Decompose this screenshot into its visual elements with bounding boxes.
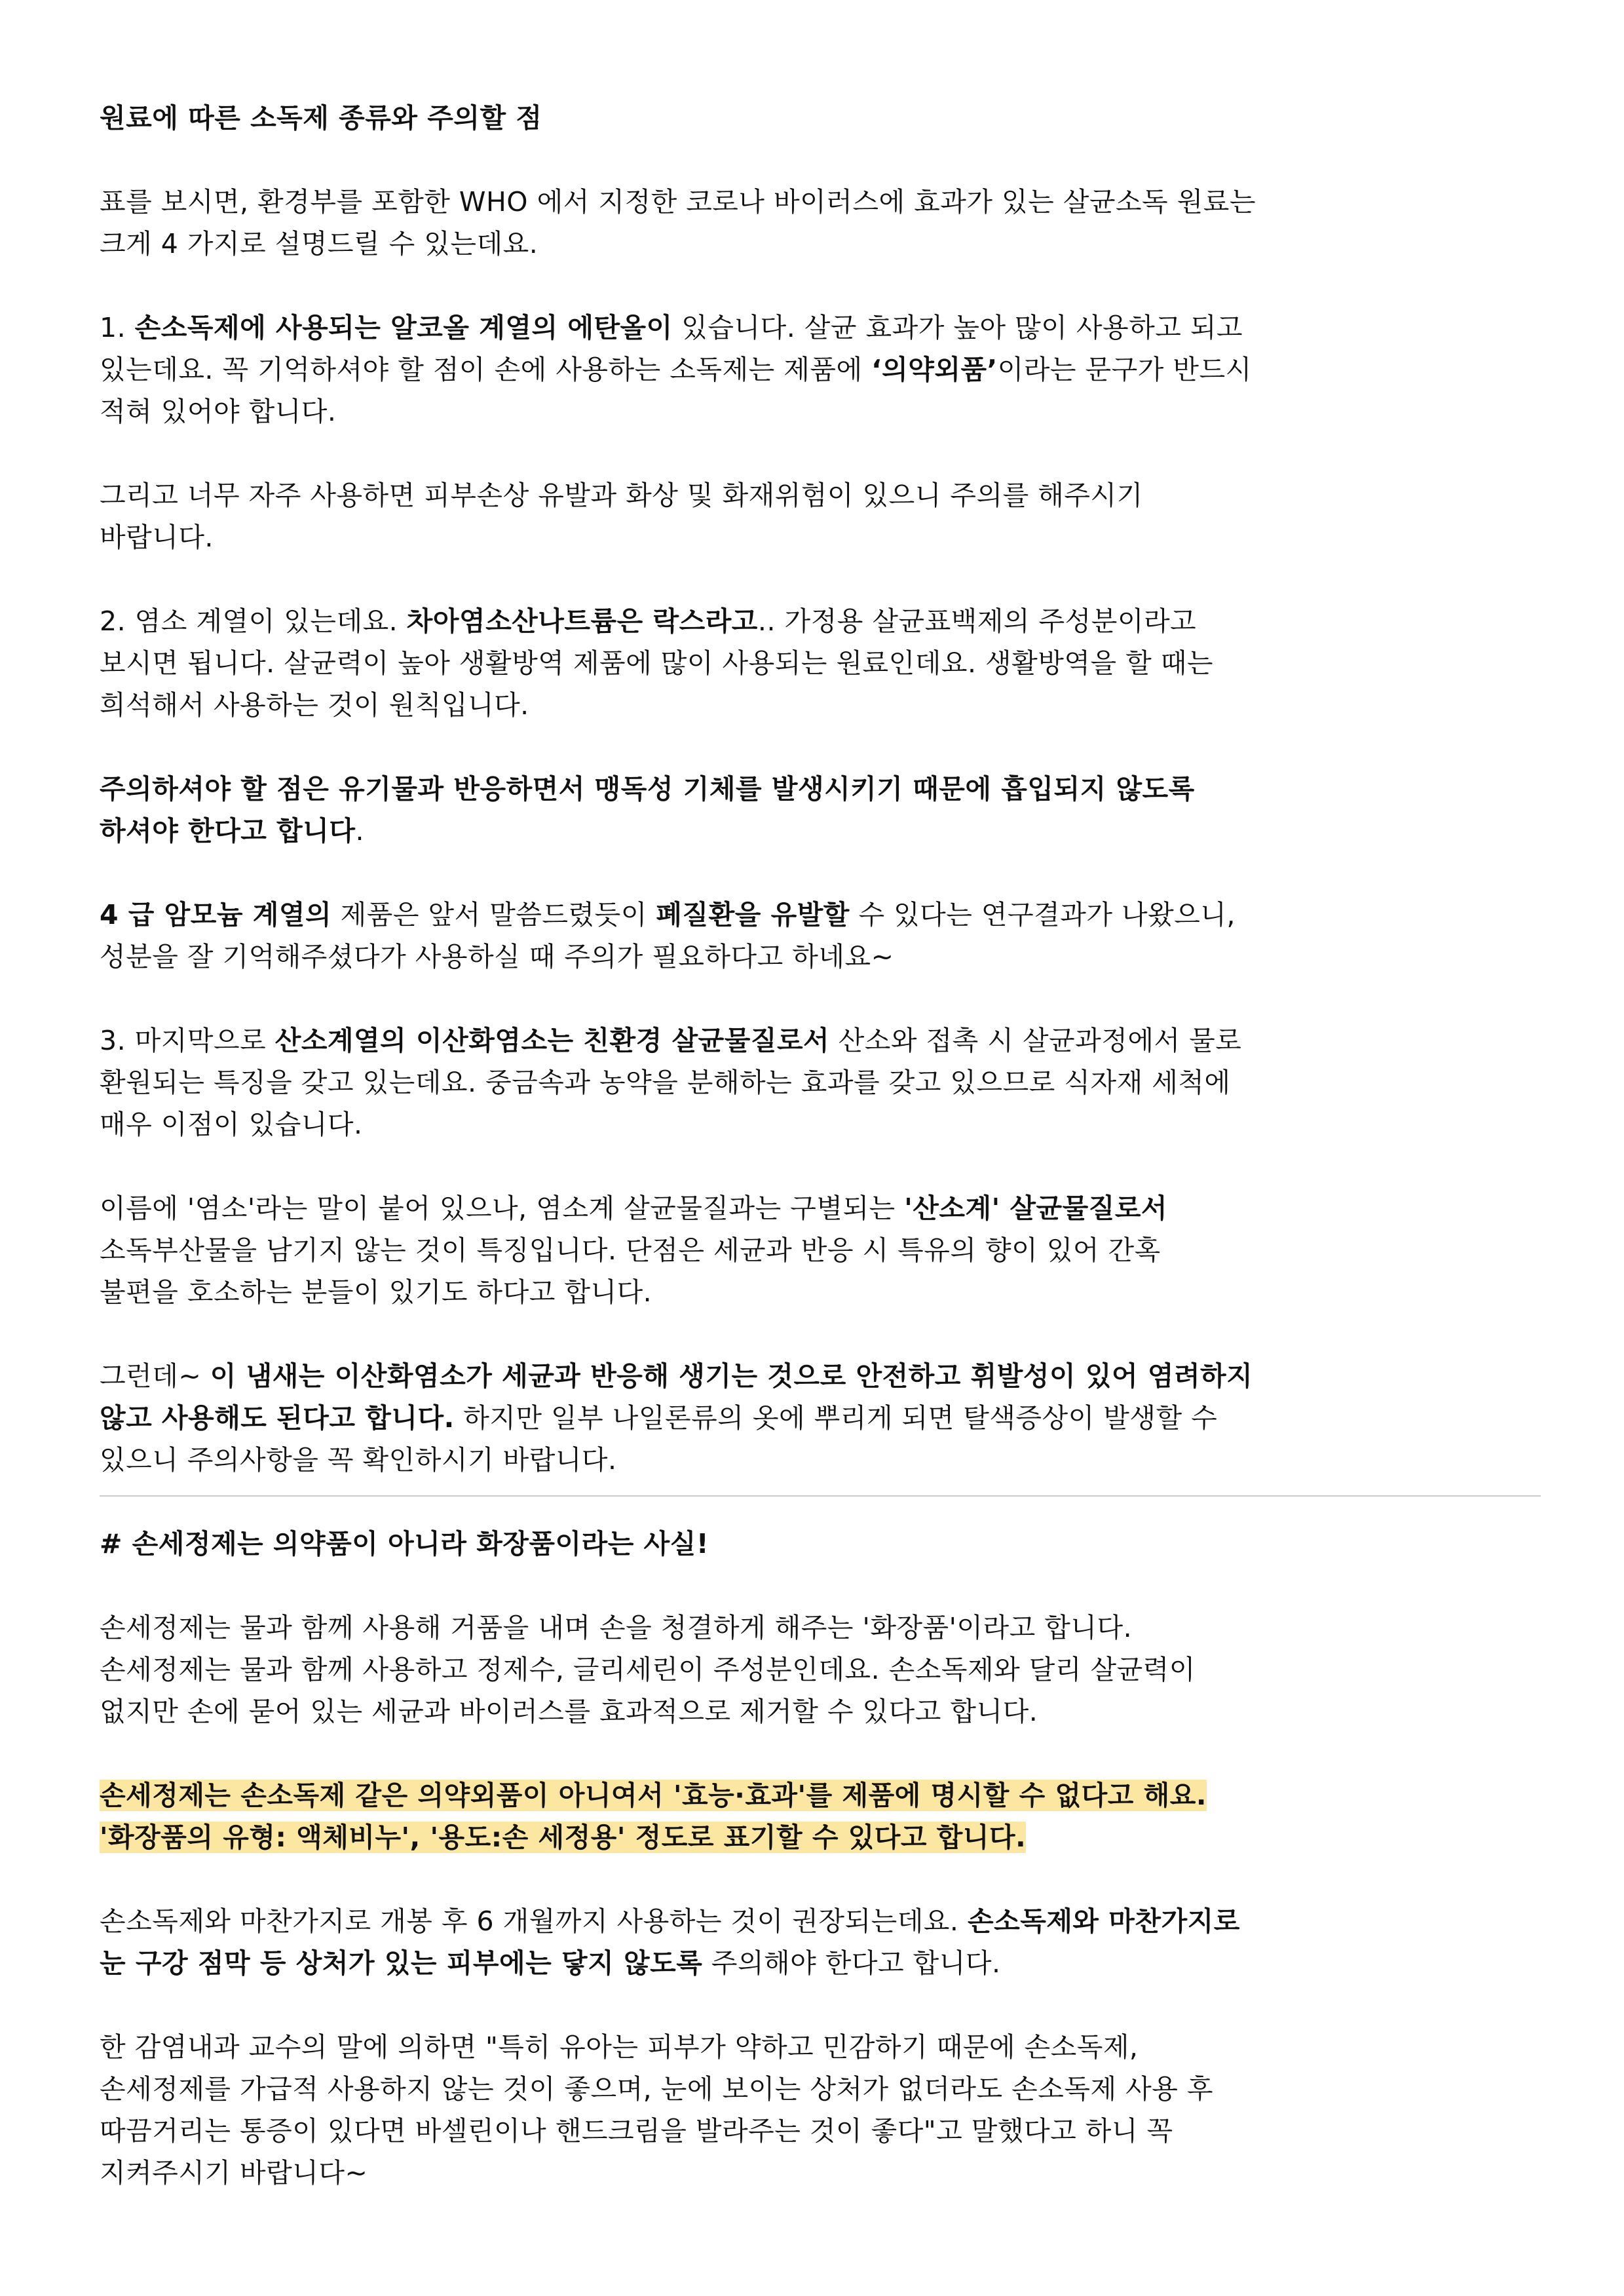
item1-text: 있는데요. 꼭 기억하셔야 할 점이 손에 사용하는 소독제는 제품에 [100, 354, 872, 385]
usage-text: 손소독제와 마찬가지로 개봉 후 6 개월까지 사용하는 것이 권장되는데요. [100, 1905, 968, 1937]
item2-line-3: 희석해서 사용하는 것이 원칙입니다. [100, 689, 529, 721]
highlight-text: 손세정제는 손소독제 같은 의약외품이 아니여서 '효능·효과'를 제품에 명시할 수 없다고 해요. [100, 1780, 1207, 1811]
item3-text: 3. 마지막으로 [100, 1025, 275, 1056]
item3-name-line-1 [100, 1187, 1541, 1229]
item1-line-2 [100, 349, 1541, 391]
item3-smell-text: 그런데~ [100, 1360, 210, 1392]
ammonium-bold-type: 4 급 암모늄 계열의 [100, 899, 332, 930]
item1-note-line-2: 바랍니다. [100, 522, 214, 553]
section-title-text: # 손세정제는 의약품이 아니라 화장품이라는 사실! [100, 1528, 709, 1559]
item2-warning-line-2 [100, 810, 1541, 852]
ammonium-line-2: 성분을 잘 기억해주셨다가 사용하실 때 주의가 필요하다고 하네요~ [100, 941, 894, 972]
item1-text: 있습니다. 살균 효과가 높아 많이 사용하고 되고 [672, 312, 1243, 343]
item1-bold-quasi-drug: ‘의약외품’ [871, 354, 998, 385]
quote-line-2: 손세정제를 가급적 사용하지 않는 것이 좋으며, 눈에 보이는 상처가 없더라도 손소독제 사용 후 [100, 2073, 1213, 2105]
usage-line-2 [100, 1942, 1541, 1984]
ammonium-text: 수 있다는 연구결과가 나왔으니, [849, 899, 1236, 930]
item3-smell-paragraph [100, 1355, 1541, 1481]
intro-line-1: 표를 보시면, 환경부를 포함한 WHO 에서 지정한 코로나 바이러스에 효과가 있는 살균소독 원료는 [100, 186, 1256, 218]
item3-name-line-3: 불편을 호소하는 분들이 있기도 하다고 합니다. [100, 1276, 652, 1308]
item1-bold-ethanol: 손소독제에 사용되는 알코올 계열의 에탄올이 [134, 312, 673, 343]
item3-bold-chlorine-dioxide: 산소계열의 이산화염소는 친환경 살균물질로서 [274, 1025, 830, 1056]
usage-paragraph [100, 1900, 1541, 1984]
item3-name-text: 이름에 '염소'라는 말이 붙어 있으나, 염소계 살균물질과는 구별되는 [100, 1193, 905, 1224]
usage-text: 주의해야 한다고 합니다. [702, 1947, 1001, 1979]
highlight-text: '화장품의 유형: 액체비누', '용도:손 세정용' 정도로 표기할 수 있다고 합니다. [100, 1822, 1027, 1853]
highlight-line-2 [100, 1816, 1541, 1858]
item2-chlorine-paragraph [100, 600, 1541, 726]
item2-line-2: 보시면 됩니다. 살균력이 높아 생활방역 제품에 많이 사용되는 원료인데요. 생활방역을 할 때는 [100, 647, 1213, 679]
item3-name-bold-oxygen-based: '산소계' 살균물질로서 [904, 1193, 1168, 1224]
item1-text: 이라는 문구가 반드시 [997, 354, 1252, 385]
hand-cleanser-line-2: 손세정제는 물과 함께 사용하고 정제수, 글리세린이 주성분인데요. 손소독제와 달리 살균력이 [100, 1654, 1196, 1685]
item2-warning-paragraph [100, 768, 1541, 852]
item1-line-3: 적혀 있어야 합니다. [100, 396, 337, 427]
hand-cleanser-line-1: 손세정제는 물과 함께 사용해 거품을 내며 손을 청결하게 해주는 '화장품'이라고 합니다. [100, 1612, 1133, 1643]
usage-line-1 [100, 1900, 1541, 1942]
item2-bold-sodium-hypochlorite: 차아염소산나트륨은 락스라고 [406, 605, 758, 637]
quote-line-3: 따끔거리는 통증이 있다면 바셀린이나 핸드크림을 발라주는 것이 좋다"고 말했다고 하니 꼭 [100, 2115, 1173, 2147]
item2-warning-line-1: 주의하셔야 할 점은 유기물과 반응하면서 맹독성 기체를 발생시키기 때문에 흡입되지 않도록 [100, 773, 1195, 805]
item1-line-1 [100, 307, 1541, 349]
ammonium-paragraph [100, 894, 1541, 978]
section-title-text: 원료에 따른 소독제 종류와 주의할 점 [100, 102, 542, 134]
section-title-disinfectant-types [100, 97, 1541, 139]
horizontal-divider [100, 1495, 1541, 1497]
item1-number: 1. [100, 312, 135, 343]
item1-note-line-1: 그리고 너무 자주 사용하면 피부손상 유발과 화상 및 화재위험이 있으니 주의를 해주시기 [100, 480, 1143, 511]
item3-smell-bold: 않고 사용해도 된다고 합니다. [100, 1402, 455, 1434]
highlighted-paragraph [100, 1774, 1541, 1858]
quote-line-4: 지켜주시기 바랍니다~ [100, 2157, 368, 2189]
usage-bold: 손소독제와 마찬가지로 [967, 1905, 1240, 1937]
highlight-line-1 [100, 1774, 1541, 1816]
document-page [100, 97, 1541, 2194]
ammonium-bold-lung-disease: 폐질환을 유발할 [656, 899, 850, 930]
quote-line-1: 한 감염내과 교수의 말에 의하면 "특히 유아는 피부가 약하고 민감하기 때문에 손소독제, [100, 2031, 1139, 2063]
hand-cleanser-line-3: 없지만 손에 묻어 있는 세균과 바이러스를 효과적으로 제거할 수 있다고 합니다. [100, 1696, 1038, 1727]
item3-line-3: 매우 이점이 있습니다. [100, 1109, 363, 1140]
hand-cleanser-paragraph [100, 1607, 1541, 1732]
item3-line-2: 환원되는 특징을 갖고 있는데요. 중금속과 농약을 분해하는 효과를 갖고 있으므로 식자재 세척에 [100, 1067, 1231, 1098]
item1-alcohol-paragraph [100, 307, 1541, 432]
item3-name-paragraph [100, 1187, 1541, 1313]
item3-smell-line-1 [100, 1355, 1541, 1397]
item3-smell-text: 하지만 일부 나일론류의 옷에 뿌리게 되면 탈색증상이 발생할 수 [454, 1402, 1218, 1434]
intro-line-2: 크게 4 가지로 설명드릴 수 있는데요. [100, 228, 538, 259]
item2-text: .. 가정용 살균표백제의 주성분이라고 [757, 605, 1197, 637]
ammonium-line-1 [100, 894, 1541, 936]
item3-smell-line-3: 있으니 주의사항을 꼭 확인하시기 바랍니다. [100, 1444, 617, 1476]
item3-smell-line-2 [100, 1397, 1541, 1439]
item3-line-1 [100, 1020, 1541, 1062]
ammonium-text: 제품은 앞서 말씀드렸듯이 [331, 899, 656, 930]
item2-warning-text: 하셔야 한다고 합니다 [100, 815, 356, 847]
item3-smell-bold: 이 냄새는 이산화염소가 세균과 반응해 생기는 것으로 안전하고 휘발성이 있어 염려하지 [210, 1360, 1253, 1392]
item3-name-line-2: 소독부산물을 남기지 않는 것이 특징입니다. 단점은 세균과 반응 시 특유의 향이 있어 간혹 [100, 1234, 1161, 1266]
quote-paragraph [100, 2026, 1541, 2194]
item3-text: 산소와 접촉 시 살균과정에서 물로 [829, 1025, 1242, 1056]
item1-note-paragraph [100, 474, 1541, 558]
section-title-hand-cleanser [100, 1523, 1541, 1565]
item2-text: 2. 염소 계열이 있는데요. [100, 605, 407, 637]
item3-oxygen-paragraph [100, 1020, 1541, 1145]
item2-line-1 [100, 600, 1541, 642]
usage-bold: 눈 구강 점막 등 상처가 있는 피부에는 닿지 않도록 [100, 1947, 703, 1979]
item2-warning-period: . [355, 815, 365, 847]
intro-paragraph [100, 181, 1541, 265]
